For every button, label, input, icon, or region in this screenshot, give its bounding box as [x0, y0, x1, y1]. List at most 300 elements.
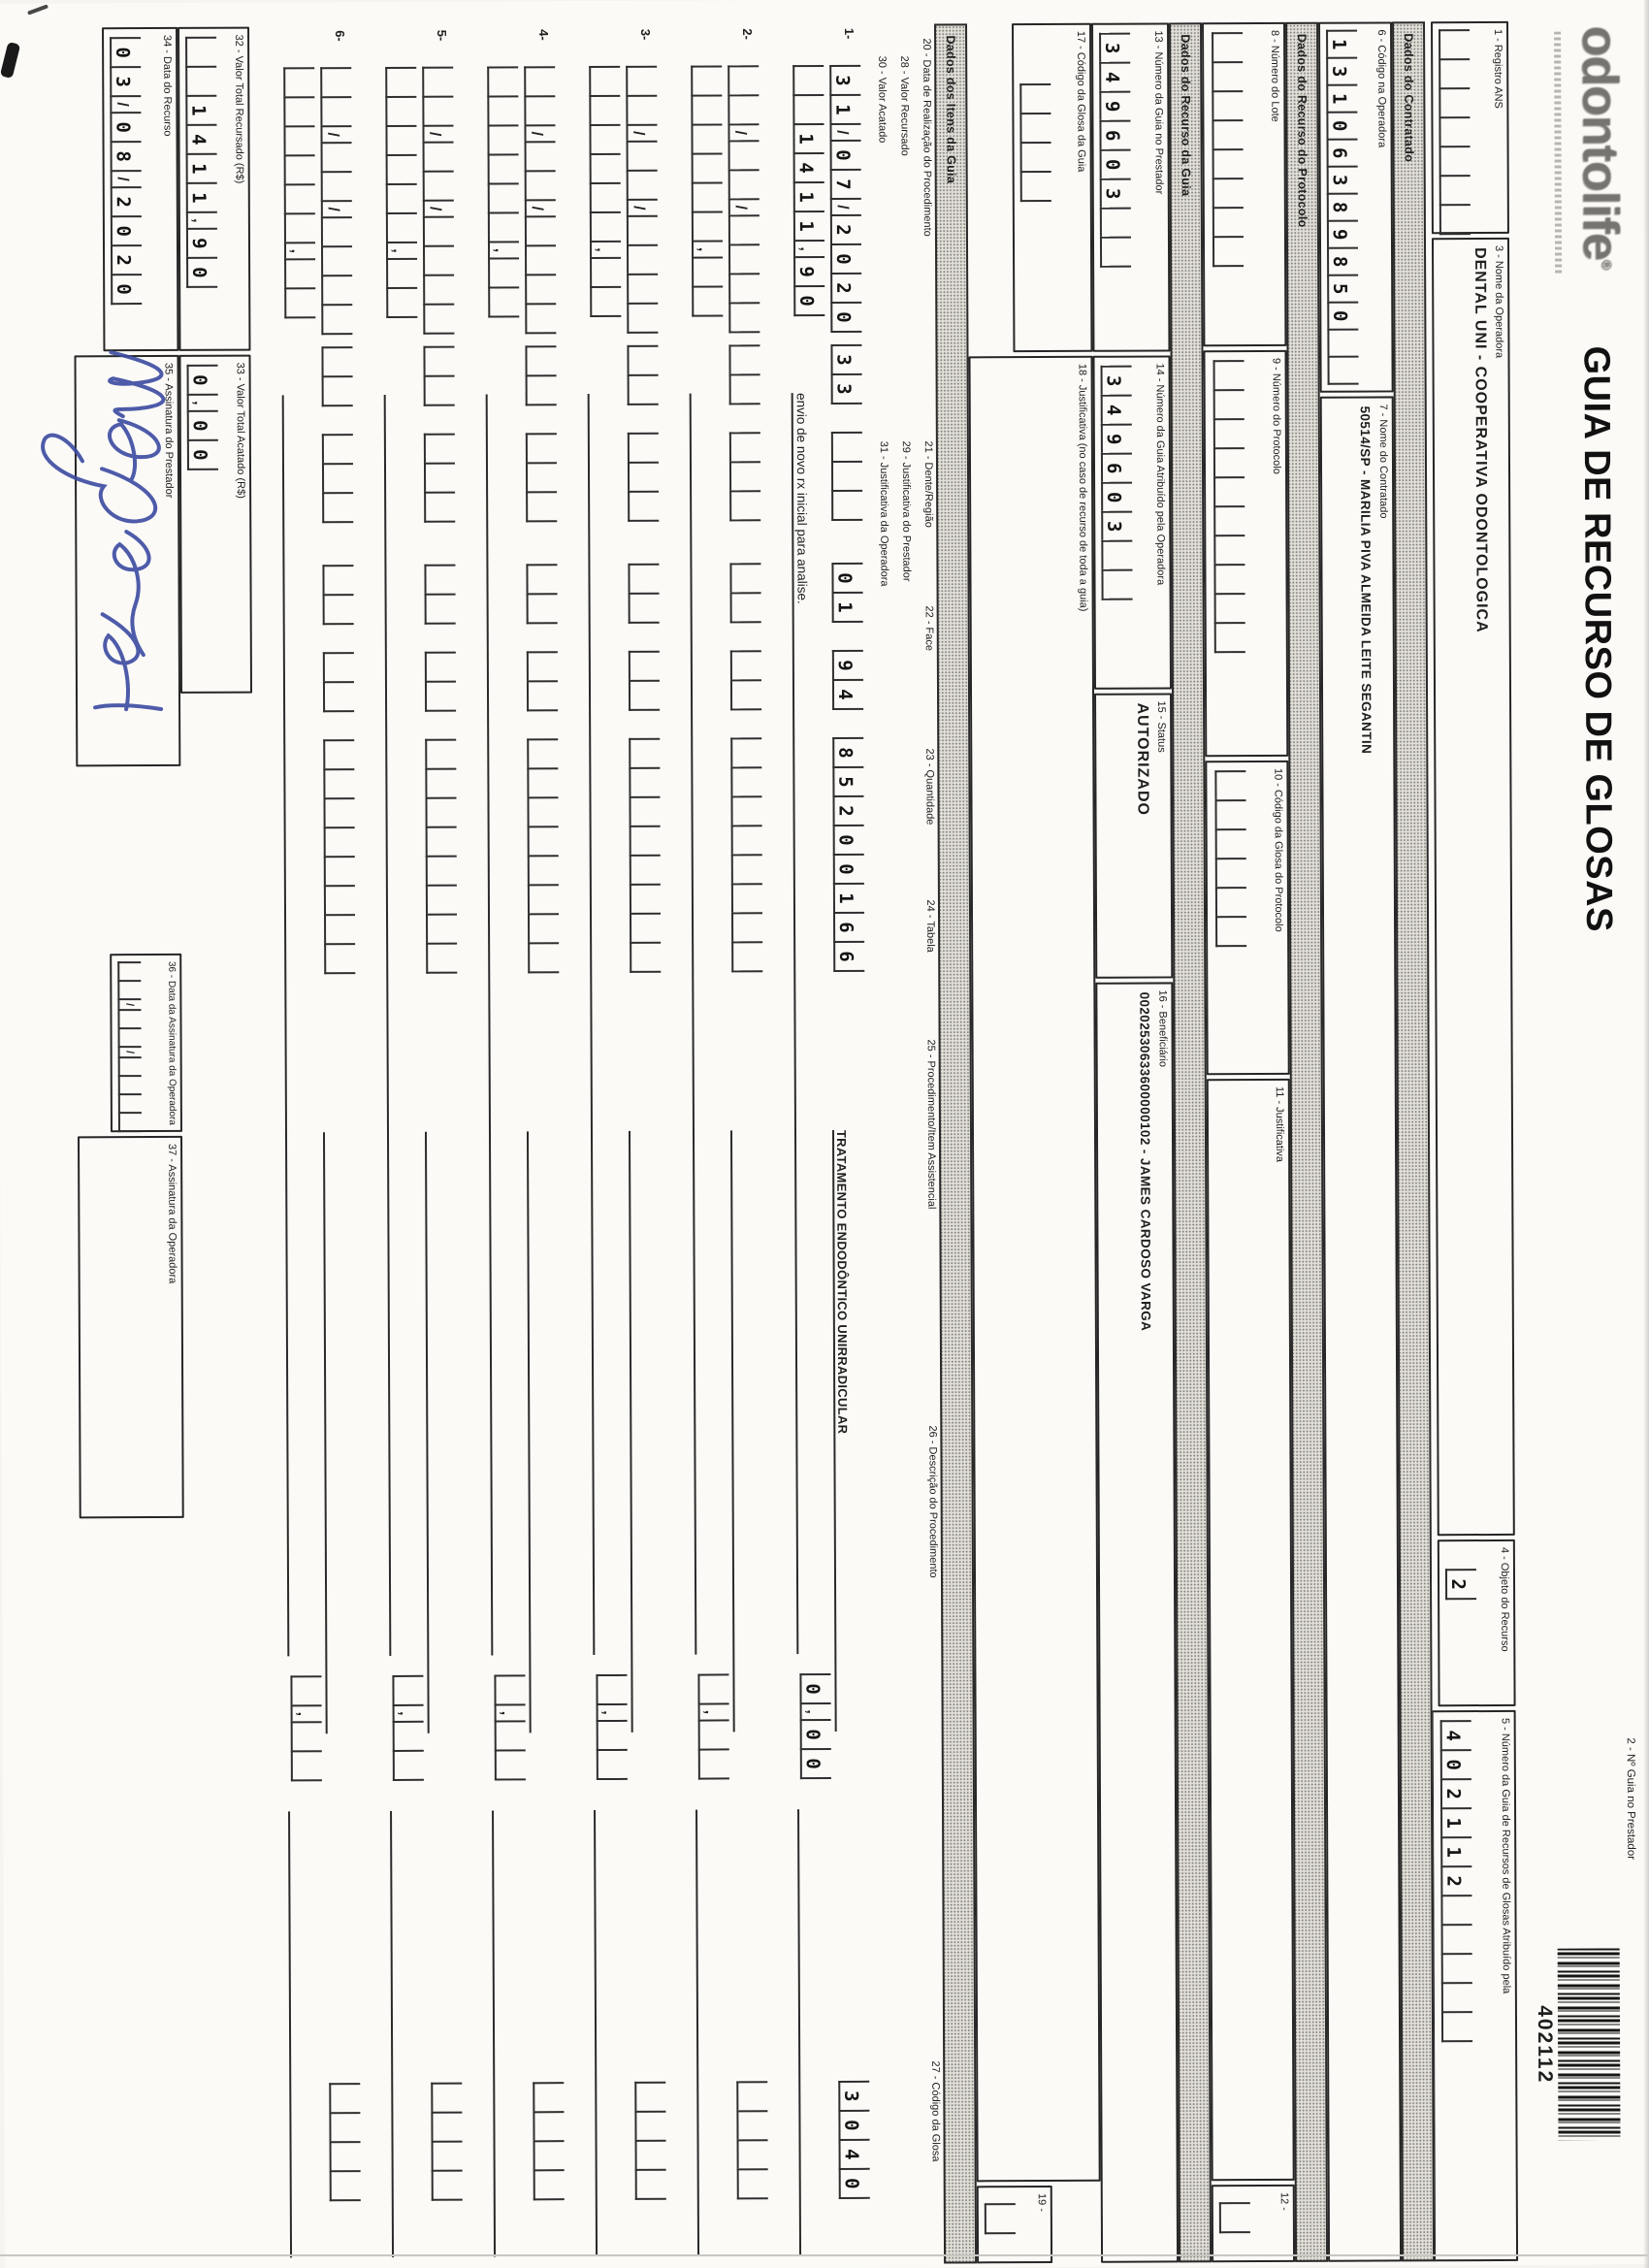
- digit-cell: [1020, 171, 1051, 202]
- digit-cell: [291, 1721, 322, 1750]
- digit-cell: 0: [1100, 149, 1131, 178]
- cell-separator: /: [728, 198, 760, 214]
- digit-cell: [590, 257, 621, 286]
- row-value-cells: [385, 67, 417, 318]
- digit-cell: [1441, 1953, 1472, 1982]
- digit-cell: [426, 914, 457, 943]
- cell-separator: ,: [488, 241, 519, 257]
- digit-cell: [320, 96, 351, 125]
- digit-cell: [731, 883, 762, 912]
- scan-edge-shade: [1643, 0, 1649, 2268]
- row-face-cells: [831, 432, 862, 521]
- digit-cell: [728, 273, 760, 302]
- digit-cell: [730, 592, 761, 623]
- digit-cell: 0: [830, 140, 861, 169]
- digit-cell: [1019, 113, 1051, 142]
- digit-cell: [1213, 447, 1245, 476]
- digit-cell: [386, 183, 417, 212]
- digit-cell: [423, 275, 454, 304]
- digit-cell: [324, 914, 355, 943]
- digit-cell: [831, 490, 862, 521]
- digit-cell: 8: [1327, 193, 1358, 220]
- digit-cell: [385, 125, 416, 154]
- digit-cell: 0: [838, 2110, 869, 2139]
- cell-separator: /: [422, 125, 453, 142]
- digit-cell: [528, 884, 559, 913]
- field-36-label: 36 - Data da Assinatura da Operadora: [166, 960, 178, 1125]
- digit-cell: [424, 492, 455, 523]
- cell-separator: ,: [386, 242, 417, 258]
- digit-cell: [323, 797, 354, 826]
- digit-cell: 0: [187, 410, 218, 439]
- digit-cell: [525, 244, 556, 274]
- digit-cell: [284, 258, 315, 287]
- row-table-cells: [425, 652, 456, 712]
- provider-signature: [23, 323, 229, 780]
- digit-cell: [525, 345, 556, 374]
- digit-cell: [324, 943, 355, 974]
- digit-cell: [385, 96, 416, 125]
- digit-cell: 9: [186, 228, 217, 257]
- digit-cell: [117, 961, 141, 980]
- digit-cell: [527, 651, 558, 680]
- digit-cell: [635, 2140, 666, 2169]
- field-32-valor-total-recursado: [178, 27, 250, 351]
- digit-cell: [627, 303, 658, 334]
- digit-cell: [1100, 237, 1131, 268]
- header-23: 23 - Quantidade: [923, 748, 936, 826]
- field-37-label: 37 - Assinatura da Operadora: [166, 1143, 178, 1284]
- cell-separator: /: [830, 198, 861, 214]
- digit-cell: 0: [800, 1719, 831, 1748]
- row-table-cells: [629, 651, 660, 711]
- digit-cell: [730, 737, 761, 766]
- digit-cell: [422, 67, 453, 96]
- digit-cell: [525, 141, 556, 170]
- digit-cell: 2: [111, 244, 142, 274]
- digit-cell: [524, 95, 555, 124]
- digit-cell: 6: [833, 912, 864, 941]
- digit-cell: [691, 65, 722, 94]
- digit-cell: [627, 274, 658, 303]
- field-7-label: 7 - Nome do Contratado: [1376, 404, 1390, 519]
- digit-cell: [392, 1675, 423, 1704]
- digit-cell: 0: [1327, 302, 1358, 329]
- digit-cell: [330, 2141, 361, 2170]
- field-17-label: 17 - Código da Glosa da Guia: [1075, 30, 1087, 173]
- digit-cell: [729, 563, 760, 592]
- cell-separator: /: [627, 199, 658, 215]
- digit-cell: [634, 2111, 665, 2140]
- digit-cell: 0: [830, 243, 861, 273]
- row-tooth-cells: [627, 345, 658, 405]
- digit-cell: [526, 374, 557, 405]
- row-tooth-cells: [321, 346, 352, 406]
- field-14-label: 14 - Número da Guia Atribuído pela Operadora: [1153, 363, 1167, 586]
- row-procedure-cells: [323, 739, 355, 974]
- digit-cell: 8: [111, 141, 142, 170]
- field-16-value: 00202530633600000102 - JAMES CARDOSO VARGA: [1137, 991, 1153, 1332]
- digit-cell: [629, 738, 660, 767]
- section-label: Dados do Recurso do Protocolo: [1295, 33, 1310, 228]
- digit-cell: [118, 1056, 142, 1075]
- digit-cell: 0: [1326, 112, 1357, 139]
- row-number: 6-: [333, 30, 348, 42]
- digit-cell: [118, 1075, 142, 1093]
- digit-cell: [1439, 58, 1470, 87]
- item-row: [663, 24, 774, 2265]
- digit-cell: [527, 680, 558, 711]
- digit-cell: 9: [1099, 91, 1130, 120]
- digit-cell: 3: [838, 2081, 869, 2110]
- digit-cell: 1: [186, 153, 217, 182]
- form-title: GUIA DE RECURSO DE GLOSAS: [1575, 345, 1620, 932]
- digit-cell: [1439, 146, 1471, 175]
- cell-separator: ,: [186, 211, 217, 228]
- digit-cell: [728, 169, 760, 198]
- digit-cell: [629, 767, 660, 796]
- field-17-cells: [1019, 83, 1051, 202]
- digit-cell: [432, 2170, 463, 2201]
- field-18-label: 18 - Justificativa (no caso de recurso de toda a guia): [1076, 363, 1089, 612]
- digit-cell: [627, 141, 658, 170]
- digit-cell: [1441, 1924, 1472, 1953]
- cell-separator: ,: [284, 242, 315, 258]
- row-number: 2-: [740, 28, 756, 40]
- digit-cell: [322, 463, 353, 492]
- row-operator-justification: [797, 1809, 833, 2255]
- digit-cell: [425, 797, 456, 826]
- header-22: 22 - Face: [922, 605, 935, 652]
- field-4-cells: [1445, 1569, 1476, 1600]
- row-procedure-cells: [730, 737, 762, 972]
- digit-cell: [736, 2081, 767, 2110]
- digit-cell: [322, 565, 353, 594]
- digit-cell: [731, 912, 762, 941]
- digit-cell: [1214, 799, 1245, 828]
- header-21: 21 - Dente/Região: [922, 440, 935, 528]
- digit-cell: [630, 826, 661, 855]
- cell-separator: ,: [692, 240, 723, 256]
- field-18-justificativa-guia: [969, 356, 1101, 2183]
- digit-cell: [831, 461, 862, 490]
- field-12: [1212, 2185, 1295, 2262]
- digit-cell: [597, 1749, 628, 1780]
- digit-cell: [691, 94, 722, 123]
- digit-cell: [1213, 389, 1245, 418]
- row-glosa-code-cells: [533, 2082, 565, 2200]
- digit-cell: [1214, 593, 1245, 622]
- digit-cell: [487, 95, 518, 124]
- digit-cell: [1441, 2011, 1472, 2042]
- cell-separator: ,: [590, 241, 621, 257]
- digit-cell: [528, 913, 559, 942]
- digit-cell: 6: [1099, 120, 1130, 149]
- digit-cell: [589, 66, 620, 95]
- row-quantity-cells: [424, 565, 455, 625]
- digit-cell: [1215, 887, 1246, 916]
- digit-cell: [426, 856, 457, 885]
- digit-cell: 0: [187, 365, 218, 394]
- digit-cell: [424, 565, 455, 594]
- row-number: 1-: [842, 27, 857, 40]
- field-11-justificativa: [1207, 1079, 1295, 2181]
- digit-cell: [985, 2203, 1016, 2234]
- row-glosa-code-cells: [634, 2082, 666, 2200]
- cell-separator: ,: [187, 394, 218, 410]
- digit-cell: [393, 1721, 424, 1750]
- digit-cell: [423, 171, 454, 200]
- digit-cell: 3: [1327, 166, 1358, 193]
- digit-cell: 0: [800, 1748, 831, 1779]
- row-description: [629, 1131, 664, 1733]
- digit-cell: 1: [793, 211, 824, 240]
- digit-cell: 3: [831, 373, 862, 405]
- header-26: 26 - Descrição do Procedimento: [926, 1425, 939, 1578]
- field-14-cells: [1101, 366, 1133, 600]
- row-operator-justification: [594, 1810, 630, 2256]
- digit-cell: [1212, 178, 1244, 207]
- digit-cell: [628, 433, 659, 462]
- digit-cell: [528, 942, 559, 973]
- field-14-numero-guia-operadora: [1093, 355, 1173, 689]
- digit-cell: [728, 214, 760, 243]
- digit-cell: 1: [793, 181, 824, 211]
- digit-cell: 0: [833, 825, 864, 854]
- row-provider-justification: [486, 394, 526, 1655]
- cell-separator: /: [320, 125, 351, 142]
- digit-cell: [527, 796, 558, 826]
- field-6-cells: [1326, 30, 1359, 385]
- digit-cell: [590, 182, 621, 211]
- digit-cell: [1212, 32, 1243, 61]
- row-tooth-cells: [525, 345, 556, 405]
- digit-cell: 2: [1445, 1569, 1476, 1600]
- digit-cell: [425, 768, 456, 797]
- digit-cell: [590, 153, 621, 182]
- digit-cell: [1328, 356, 1359, 385]
- row-accepted-value-cells: [290, 1675, 321, 1781]
- field-19: [977, 2186, 1052, 2263]
- digit-cell: [386, 258, 417, 287]
- digit-cell: 4: [1440, 1720, 1471, 1749]
- digit-cell: [1439, 204, 1471, 235]
- digit-cell: [628, 374, 659, 405]
- digit-cell: [291, 1750, 322, 1781]
- field-5-cells: [1440, 1720, 1472, 2042]
- field-16-label: 16 - Beneficiário: [1156, 989, 1169, 1068]
- row-tooth-cells: [728, 344, 760, 405]
- row-quantity-cells: [628, 564, 659, 624]
- digit-cell: 4: [832, 679, 863, 710]
- digit-cell: 0: [831, 563, 862, 592]
- digit-cell: [117, 980, 141, 998]
- field-9-cells: [1213, 360, 1245, 653]
- digit-cell: [488, 257, 519, 286]
- cell-separator: /: [524, 124, 555, 141]
- digit-cell: [324, 826, 355, 856]
- digit-cell: [730, 650, 761, 679]
- digit-cell: 0: [793, 285, 824, 316]
- digit-cell: [1213, 505, 1245, 535]
- field-36-cells: [117, 961, 142, 1132]
- field-9-label: 9 - Número do Protocolo: [1270, 357, 1283, 474]
- cell-separator: /: [525, 199, 556, 215]
- field-34-cells: [110, 37, 142, 305]
- digit-cell: [692, 211, 723, 240]
- digit-cell: [737, 2168, 768, 2199]
- digit-cell: 1: [832, 592, 863, 623]
- digit-cell: [323, 681, 354, 712]
- row-description: [730, 1130, 766, 1732]
- row-glosa-code-cells: [431, 2083, 463, 2201]
- digit-cell: [627, 170, 658, 199]
- digit-cell: [627, 215, 658, 244]
- digit-cell: [488, 286, 519, 317]
- cell-separator: /: [118, 1046, 142, 1056]
- row-table-cells: [527, 651, 558, 711]
- digit-cell: [527, 593, 558, 624]
- digit-cell: [330, 2170, 361, 2201]
- digit-cell: [494, 1674, 525, 1703]
- field-19-cells: [985, 2203, 1016, 2234]
- row-accepted-value-cells: [697, 1673, 728, 1779]
- cell-separator: /: [111, 170, 142, 186]
- digit-cell: [1440, 1895, 1471, 1924]
- cell-separator: /: [626, 124, 657, 141]
- digit-cell: [422, 96, 453, 125]
- digit-cell: 4: [1099, 62, 1130, 91]
- digit-cell: [525, 303, 556, 334]
- cell-separator: ,: [597, 1703, 628, 1720]
- digit-cell: [321, 142, 352, 171]
- row-date-cells: [524, 66, 556, 334]
- digit-cell: 4: [185, 124, 216, 153]
- field-8-label: 8 - Número do Lote: [1269, 29, 1281, 122]
- digit-cell: 9: [1327, 220, 1358, 247]
- row-date-cells: [829, 65, 861, 333]
- section-label: Dados dos Itens da Guia: [944, 35, 958, 184]
- digit-cell: [628, 491, 659, 522]
- digit-cell: [495, 1749, 526, 1780]
- field-2-label: 2 - Nº Guia no Prestador: [1624, 1737, 1637, 1861]
- digit-cell: [730, 795, 761, 825]
- field-12-cells: [1219, 2202, 1250, 2233]
- field-34-data-recurso: [102, 27, 178, 351]
- section-label: Dados do Recurso da Guia: [1179, 34, 1193, 197]
- digit-cell: [1214, 622, 1245, 653]
- digit-cell: [692, 152, 723, 181]
- cell-separator: /: [321, 200, 352, 216]
- digit-cell: 2: [1440, 1778, 1471, 1807]
- digit-cell: [731, 825, 762, 854]
- digit-cell: [385, 67, 416, 96]
- digit-cell: [425, 652, 456, 681]
- digit-cell: [1215, 916, 1246, 947]
- row-number: 5-: [435, 29, 450, 42]
- digit-cell: [488, 182, 519, 211]
- row-description: [425, 1132, 461, 1733]
- digit-cell: [730, 679, 761, 710]
- digit-cell: [630, 855, 661, 884]
- section-label: Dados do Contratado: [1402, 33, 1416, 163]
- digit-cell: 6: [1327, 139, 1358, 166]
- digit-cell: [698, 1719, 729, 1748]
- row-date-cells: [728, 65, 760, 333]
- digit-cell: 2: [832, 795, 863, 825]
- digit-cell: [1213, 360, 1245, 389]
- digit-cell: [431, 2083, 462, 2112]
- digit-cell: 3: [110, 66, 141, 95]
- digit-cell: 0: [1440, 1749, 1471, 1778]
- digit-cell: [728, 65, 759, 94]
- digit-cell: [630, 942, 661, 973]
- digit-cell: [432, 2141, 463, 2170]
- digit-cell: [1212, 236, 1244, 267]
- header-25: 25 - Procedimento/Item Assistencial: [924, 1039, 938, 1210]
- field-13-label: 13 - Número da Guia no Prestador: [1152, 30, 1165, 195]
- field-8-numero-lote: [1202, 22, 1286, 346]
- field-12-label: 12 -: [1277, 2191, 1290, 2211]
- row-operator-justification: [288, 1811, 324, 2257]
- row-provider-justification: [384, 395, 424, 1656]
- row-provider-justification: envio de novo rx inicial para analise.: [792, 393, 831, 1654]
- cell-separator: /: [423, 200, 454, 216]
- cell-separator: ,: [495, 1703, 526, 1720]
- row-quantity-cells: [322, 565, 353, 625]
- digit-cell: 7: [830, 169, 861, 198]
- digit-cell: [386, 212, 417, 242]
- digit-cell: 0: [110, 37, 141, 66]
- digit-cell: [423, 142, 454, 171]
- digit-cell: [1101, 569, 1132, 600]
- digit-cell: [589, 95, 620, 124]
- digit-cell: [1019, 83, 1051, 113]
- digit-cell: [424, 463, 455, 492]
- digit-cell: [1441, 1982, 1472, 2011]
- digit-cell: [792, 65, 824, 94]
- digit-cell: [728, 140, 760, 169]
- cell-separator: ,: [393, 1704, 424, 1721]
- digit-cell: [1212, 61, 1243, 90]
- row-provider-justification: [690, 393, 729, 1654]
- digit-cell: [627, 345, 658, 374]
- digit-cell: [323, 594, 354, 625]
- digit-cell: [590, 211, 621, 241]
- field-32-label: 32 - Valor Total Recursado (R$): [233, 34, 245, 184]
- field-10-label: 10 - Código da Glosa do Protocolo: [1272, 767, 1285, 932]
- row-face-cells: [322, 434, 353, 523]
- digit-cell: [118, 1093, 142, 1112]
- digit-cell: [634, 2082, 665, 2111]
- digit-cell: [729, 490, 760, 521]
- digit-cell: [322, 434, 353, 463]
- digit-cell: [425, 594, 456, 625]
- row-accepted-value-cells: [596, 1674, 627, 1780]
- digit-cell: [322, 492, 353, 523]
- digit-cell: [526, 462, 557, 491]
- digit-cell: [1439, 116, 1470, 146]
- digit-cell: [697, 1673, 728, 1702]
- digit-cell: [1214, 770, 1245, 799]
- row-glosa-code-cells: [838, 2081, 870, 2199]
- digit-cell: [284, 154, 315, 183]
- header-20: 20 - Data de Realização do Procedimento: [921, 38, 933, 237]
- digit-cell: 6: [833, 941, 864, 972]
- digit-cell: 0: [187, 439, 218, 470]
- digit-cell: [597, 1720, 628, 1749]
- field-3-value: DENTAL UNI - COOPERATIVA ODONTOLOGICA: [1471, 247, 1490, 633]
